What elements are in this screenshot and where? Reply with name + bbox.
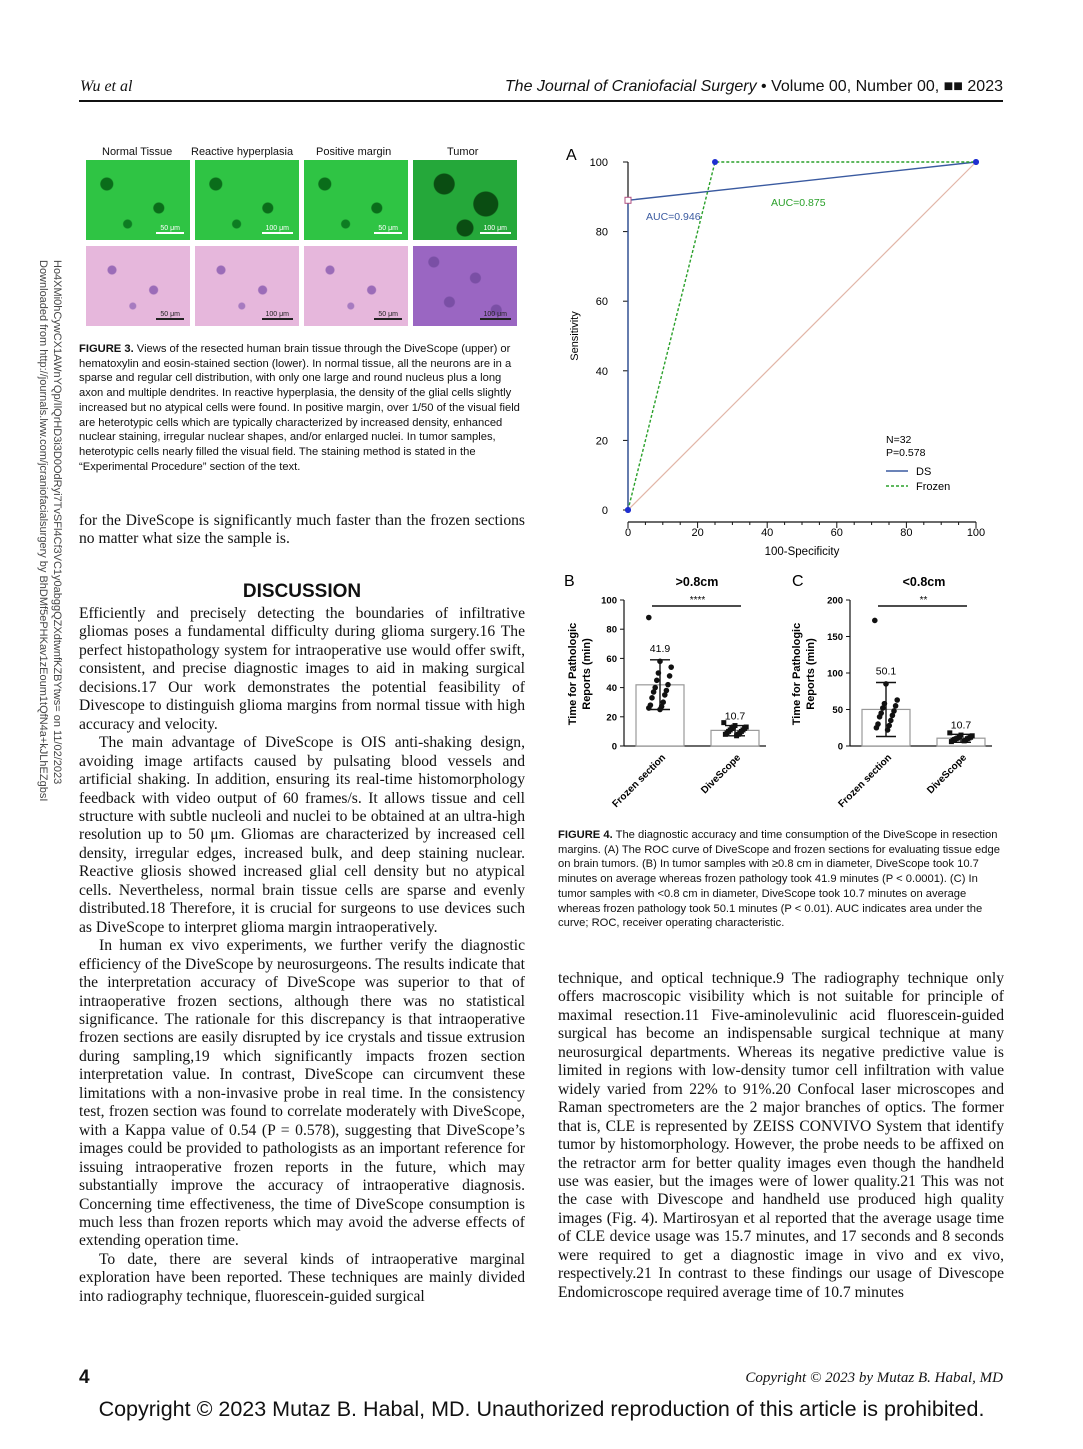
y-tick-label: 50 xyxy=(832,705,843,716)
journal-volume: • Volume 00, Number 00, ■■ 2023 xyxy=(761,78,1003,95)
caption-text: The diagnostic accuracy and time consumption of the DiveScope in resection margins. (A) The ROC curve of DiveScope and frozen sections for evaluating tissue edge on brain tumors. (B) In tumor samples with ≥0.8 cm in diameter, DiveScope took 10.7 minutes on average whereas frozen pathology took 41.9 minutes (P < 0.0001). (C) In tumor samples with <0.8 cm in diameter, DiveScope took 10.7 minutes on average whereas frozen pathology took 50.1 minutes (P < 0.01). AUC indicates area under the curve; ROC, receiver operating characteristic. xyxy=(558,829,1000,930)
he-image-positive-margin xyxy=(304,246,408,326)
panel-b-y-title-1: Time for Pathologic xyxy=(567,622,579,726)
data-point xyxy=(646,705,652,711)
data-point xyxy=(880,705,886,711)
y-tick-label: 100 xyxy=(589,157,608,169)
x-tick-label: Frozen section xyxy=(610,752,669,811)
y-tick-label: 200 xyxy=(827,595,843,607)
panel-c-title: <0.8cm xyxy=(902,575,946,589)
roc-cutoff-marker xyxy=(625,197,631,203)
fig3-col-header: Reactive hyperplasia xyxy=(191,146,294,158)
y-tick-label: 100 xyxy=(601,595,617,607)
panel-label-b: B xyxy=(564,573,575,590)
divescope-image-positive-margin xyxy=(304,160,408,240)
divescope-image-reactive xyxy=(195,160,299,240)
page-number: 4 xyxy=(79,1367,90,1388)
paragraph-results-end xyxy=(79,512,525,549)
he-image-tumor xyxy=(413,246,517,326)
auc-label-frozen: AUC=0.875 xyxy=(771,197,826,209)
data-point xyxy=(734,733,739,738)
side-download-text xyxy=(33,260,63,860)
bar-chart-b xyxy=(601,595,766,810)
y-tick-label: 60 xyxy=(595,296,608,309)
y-tick-label: 60 xyxy=(606,653,617,665)
data-point xyxy=(723,732,728,737)
legend-label-ds: DS xyxy=(916,466,932,478)
roc-point xyxy=(973,159,979,165)
data-point xyxy=(949,739,954,744)
fig3-col-header: Normal Tissue xyxy=(102,146,173,158)
significance-label: ** xyxy=(919,595,928,606)
page-copyright: Copyright © 2023 by Mutaz B. Habal, MD xyxy=(745,1370,1003,1386)
paragraph: for the DiveScope is significantly much faster than the frozen sections no matter what size the sample is. xyxy=(79,512,525,548)
x-tick-label: DiveScope xyxy=(925,752,970,797)
significance-label: **** xyxy=(689,595,706,606)
y-axis-title: Sensitivity xyxy=(569,311,581,361)
scale-bar: 50 μm xyxy=(156,225,184,234)
y-tick-label: 40 xyxy=(606,683,617,695)
y-tick-label: 20 xyxy=(595,435,608,448)
data-point xyxy=(667,673,673,679)
header-rule xyxy=(79,100,1003,102)
divescope-image-tumor xyxy=(413,160,517,240)
data-point xyxy=(893,703,899,709)
panel-c-y-title-1: Time for Pathologic xyxy=(791,622,803,726)
x-tick-label: Frozen section xyxy=(836,752,895,811)
panel-b-y-title-2: Reports (min) xyxy=(581,638,593,710)
data-point xyxy=(894,697,900,703)
y-tick-label: 0 xyxy=(837,741,843,753)
running-head-journal xyxy=(505,78,1003,96)
value-label: 10.7 xyxy=(950,719,972,732)
column-2-body xyxy=(558,970,1004,1302)
y-tick-label: 0 xyxy=(601,505,608,517)
he-image-reactive xyxy=(195,246,299,326)
y-tick-label: 20 xyxy=(606,712,617,724)
value-label: 41.9 xyxy=(649,642,671,655)
panel-b-title: >0.8cm xyxy=(675,575,719,589)
scale-bar: 100 μm xyxy=(480,311,512,320)
caption-text: Views of the resected human brain tissue through the DiveScope (upper) or hematoxylin and eosin-stained section (lower). In normal tissue, all the neurons are in a sparse and regular cell distribution, with only one large and round nucleus plus a long axon and multiple dendrites. In reactive hyperplasia, the density of the glial cells slightly increased but no atypical cells were found. In positive margin, over 1/50 of the visual field are heterotypic cells which are typically characterized by increased density, enhanced nuclear staining, irregular nuclear shapes, and/or enlarged nuclei. In tumor samples, heterotypic cells nearly filled the visual field. The staining method is stated in the “Experimental Procedure” section of the text. xyxy=(79,343,520,473)
data-point xyxy=(665,682,671,688)
y-tick-label: 80 xyxy=(595,226,608,239)
section-heading-discussion: DISCUSSION xyxy=(242,581,362,602)
x-tick-label: 0 xyxy=(624,527,632,539)
scale-bar: 50 μm xyxy=(374,311,402,320)
figure-3-image-grid xyxy=(86,146,518,328)
scale-bar: 50 μm xyxy=(156,311,184,320)
bar-chart-c xyxy=(827,595,992,810)
value-label: 10.7 xyxy=(724,710,746,723)
data-point xyxy=(962,738,967,743)
data-point xyxy=(657,707,663,713)
data-point xyxy=(877,714,883,720)
data-point xyxy=(872,618,878,624)
paragraph: To date, there are several kinds of intraoperative marginal exploration have been reported. These techniques are mainly divided into radiography technique, fluorescein-guided surgical xyxy=(79,1250,525,1305)
discussion-body xyxy=(79,605,525,1306)
roc-point xyxy=(625,507,631,513)
he-image-normal xyxy=(86,246,190,326)
annotation-p: P=0.578 xyxy=(886,447,926,459)
annotation-n: N=32 xyxy=(886,434,912,446)
data-point xyxy=(874,725,880,731)
scale-bar: 100 μm xyxy=(262,225,294,234)
value-label: 50.1 xyxy=(875,665,897,678)
side-text-line-1: Downloaded from http://journals.lww.com/jcraniofacialsurgery by BhDMf5ePHKav1zEoum1tQfN4a+kJLhEZgbsI xyxy=(37,260,49,802)
data-point xyxy=(649,695,655,701)
x-tick-label: 80 xyxy=(900,527,913,539)
fig3-col-header: Tumor xyxy=(447,146,479,158)
data-point xyxy=(668,664,674,670)
paragraph: In human ex vivo experiments, we further verify the diagnostic efficiency of the DiveScope by neurosurgeons. The results indicate that the interpretation accuracy of DiveScope was superior to that of intraoperative frozen sections, although there was no statistical significance. The rationale for this discrepancy is that intraoperative frozen sections are easily disrupted by ice crystals and tissue extrusion during sampling,19 which significantly impacts frozen section interpretation value. In contrast, DiveScope can circumvent these limitations with a non-invasive probe in real time. In the consistency test, frozen section was found to correlate moderately with DiveScope, with a Kappa value of 0.54 (P = 0.578), suggesting that DiveScope’s images could be provided to pathologists as an important reference for issuing intraoperative frozen reports in the future, which may substantially improve the accuracy of intraoperative diagnosis. Concerning time effectiveness, the time of DiveScope consumption is much less than frozen reports which may avoid the adverse effects of extending operation time. xyxy=(79,937,525,1250)
caption-label: FIGURE 4. xyxy=(558,829,613,841)
data-point xyxy=(883,681,889,687)
scale-bar: 100 μm xyxy=(262,311,294,320)
data-point xyxy=(885,727,891,733)
data-point xyxy=(656,670,662,676)
fig3-col-header: Positive margin xyxy=(316,146,392,158)
paragraph: Efficiently and precisely detecting the boundaries of infiltrative gliomas poses a fundamental difficulty during glioma surgery.16 The perfect histopathology system for intraoperative use would offer swift, consistent, and precise diagnostic images to aid in making surgical decisions.17 Our work demonstrates the potential feasibility of Divescope to distinguish glioma margins from normal tissue with high accuracy and velocity. xyxy=(79,605,525,733)
paragraph: The main advantage of DiveScope is OIS anti-shaking design, avoiding image artifacts caused by pulsating blood vessels and artificial shaking. In addition, ensuring its real-time histomorphology feedback with video output of 60 frames/s. It allows tissue and cell structure with subtle nucleoli and nuclei to be obtained at an ultra-high resolution up to 50 μm. Gliomas are characterized by increased cell density, irregular edges, increased bulk, and deep staining nuclear. Reactive gliosis showed increased glial cell density but no atypical cells. Nevertheless, normal brain tissue cells are sparse and evenly distributed.18 Therefore, it is crucial for surgeons to use devices such as DiveScope to interpret glioma margin intraoperatively. xyxy=(79,734,525,936)
x-tick-label: 60 xyxy=(830,527,843,539)
data-point xyxy=(651,689,657,695)
data-point xyxy=(888,718,894,724)
y-tick-label: 80 xyxy=(606,624,617,636)
panel-label-c: C xyxy=(792,573,804,590)
data-point xyxy=(654,678,660,684)
panel-c-y-title-2: Reports (min) xyxy=(805,638,817,710)
data-point xyxy=(646,615,652,621)
legend-label-frozen: Frozen xyxy=(916,481,951,493)
y-tick-label: 150 xyxy=(827,632,843,643)
scale-bar: 100 μm xyxy=(480,225,512,234)
figure-4-caption xyxy=(558,828,1002,931)
x-tick-label: 100 xyxy=(966,527,986,539)
y-tick-label: 100 xyxy=(827,668,843,680)
side-text-line-2: Ho4XMi0hCywCX1AWnYQp/IlQrHD3i3D0OdRyi7TvSFl4Cf3VC1y0abggQZXdtwnfKZBYtws= on 11/02/2023 xyxy=(51,260,63,785)
data-point xyxy=(662,692,668,698)
roc-point xyxy=(712,159,718,165)
figure-4-charts xyxy=(556,140,1006,825)
auc-label-ds: AUC=0.946 xyxy=(646,211,701,223)
data-point xyxy=(657,659,663,665)
paragraph: technique, and optical technique.9 The radiography technique only offers macroscopic visibility which is not suitable for principle of maximal resection.11 Five-aminolevulinic acid fluorescein-guided surgical has become an indispensable surgical technique at many neurosurgical departments. Whereas its negative predictive value is limited in regions with low-density tumor cell infiltration with value widely varied from 22% to 91%.20 Confocal laser microscopes and Raman spectrometers are the 2 major branches of optics. The former that is, CLE is represented by ZEISS CONVIVO System that identify tumor by histomorphology. However, the probe needs to be affixed on the retractor arm for better quality images even though the handheld use was easier, but the images were of lower quality.21 This was not the case with Divescope and handheld use produced high quality images (Fig. 4). Martirosyan et al reported that the average usage time of CLE device usage was 15.7 minutes, and 17 seconds and 8 seconds were required to get a diagnostic image in vivo and ex vivo, respectively.21 In contrast to these findings our usage of Divescope Endomicroscope required average time of 10.7 minutes xyxy=(558,970,1004,1301)
running-head-authors: Wu et al xyxy=(80,78,133,95)
x-tick-label: 20 xyxy=(691,527,704,539)
x-tick-label: 40 xyxy=(761,527,774,539)
divescope-image-normal xyxy=(86,160,190,240)
y-tick-label: 40 xyxy=(595,365,608,378)
panel-label-a: A xyxy=(566,147,577,164)
figure-3-caption xyxy=(79,342,523,474)
x-tick-label: DiveScope xyxy=(699,752,744,797)
x-axis-title: 100-Specificity xyxy=(764,546,840,558)
scale-bar: 50 μm xyxy=(374,225,402,234)
y-tick-label: 0 xyxy=(611,741,617,753)
caption-label: FIGURE 3. xyxy=(79,343,134,355)
roc-chart xyxy=(569,157,985,558)
journal-name: The Journal of Craniofacial Surgery xyxy=(504,78,757,95)
data-point xyxy=(890,713,896,719)
copyright-footer: Copyright © 2023 Mutaz B. Habal, MD. Unauthorized reproduction of this article is prohibited. xyxy=(98,1397,985,1421)
